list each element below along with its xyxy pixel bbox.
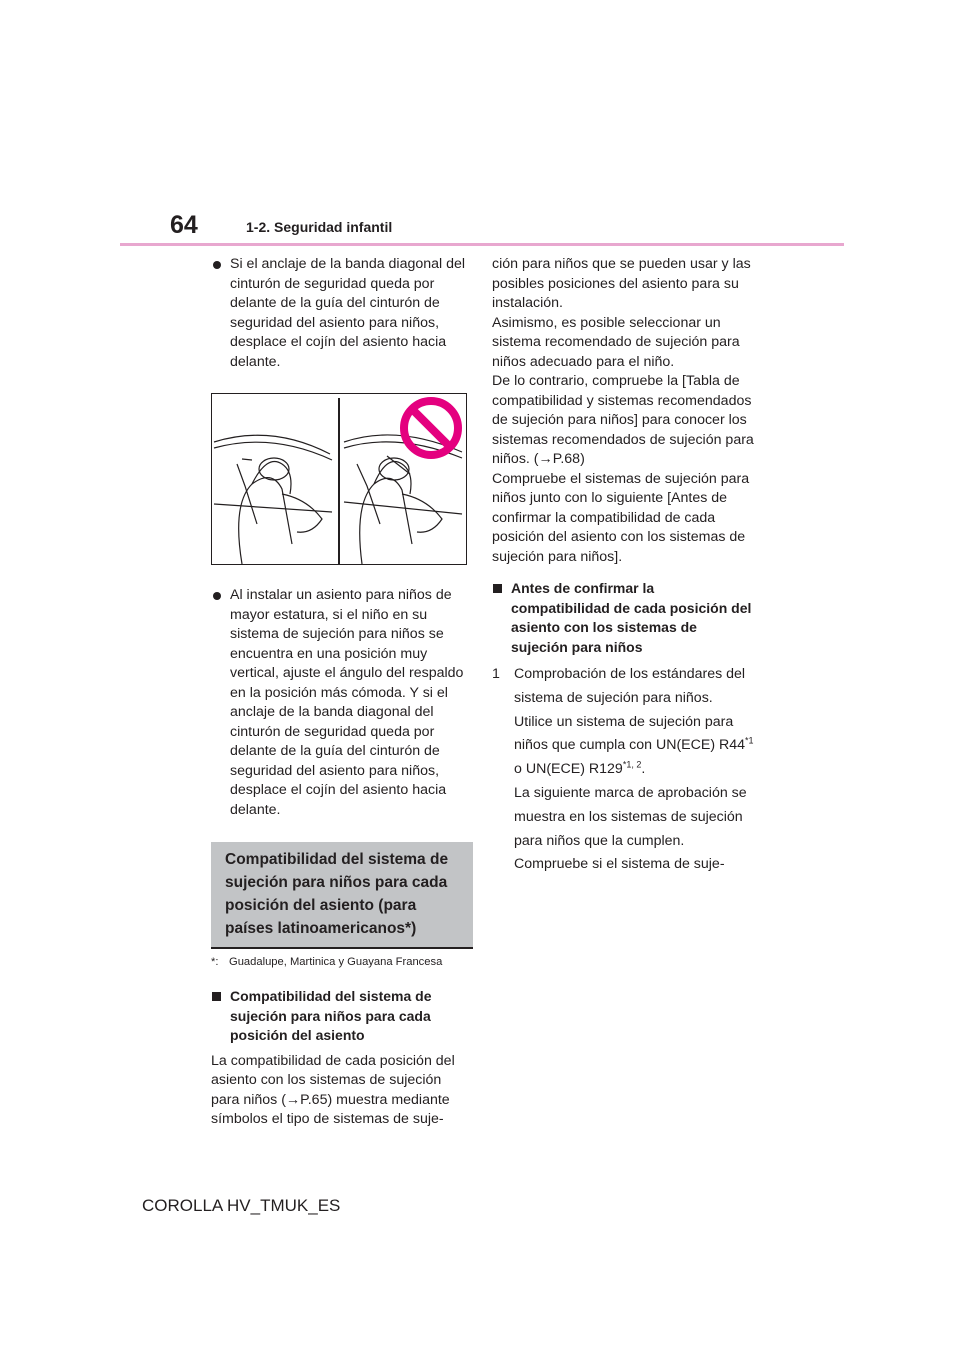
step-text	[514, 711, 754, 782]
bullet-item	[211, 255, 473, 372]
subheading	[492, 579, 754, 657]
subheading	[211, 987, 473, 1046]
left-column	[211, 255, 473, 1130]
footer-model-code: COROLLA HV_TMUK_ES	[142, 1196, 341, 1215]
bullet-item	[211, 586, 473, 820]
step-text-a: Utilice un sistema de sujeción para niños que cumpla con UN(ECE) R44	[514, 713, 746, 754]
footnote-text: Guadalupe, Martinica y Guayana Francesa	[229, 956, 443, 968]
illustration-drawing	[212, 394, 466, 564]
footnote-mark: *:	[211, 956, 219, 968]
footnote-ref: *1	[745, 735, 754, 746]
right-column	[492, 255, 754, 877]
prohibition-icon	[404, 401, 458, 455]
paragraph: ción para niños que se pueden usar y las posibles posiciones del asiento para su instalación.	[492, 256, 751, 311]
paragraph: La compatibilidad de cada posición del asiento con los sistemas de sujeción para niños (→P.65) muestra mediante símbolos el tipo de sistemas de suje-	[211, 1052, 455, 1127]
section-title: 1-2. Seguridad infantil	[246, 219, 393, 235]
step-text-c: .	[641, 761, 646, 778]
subheading-text: Compatibilidad del sistema de sujeción para niños para cada posición del asiento	[230, 988, 432, 1043]
square-bullet-icon	[493, 584, 502, 593]
subheading-text: Antes de confirmar la compatibilidad de cada posición del asiento con los sistemas de sujeción para niños	[511, 580, 752, 655]
step-text-b: o UN(ECE) R129	[514, 761, 623, 778]
step-number: 1	[492, 666, 500, 682]
paragraph: Compruebe el sistemas de sujeción para niños junto con lo siguiente [Antes de confirmar la compatibilidad de cada posición del asiento con los sistemas de sujeción para niños].	[492, 470, 750, 565]
step-item	[492, 663, 754, 877]
page-number: 64	[170, 211, 198, 239]
step-title: Comprobación de los estándares del sistema de sujeción para niños.	[514, 666, 746, 706]
square-bullet-icon	[212, 992, 221, 1001]
footnote-ref: *1, 2	[622, 759, 642, 770]
bullet-dot-icon	[213, 592, 221, 600]
bullet-text: Al instalar un asiento para niños de mayor estatura, si el niño en su sistema de sujeción para niños se encuentra en una posición muy vertical, ajuste el ángulo del respaldo en la posición más cómoda. Y si el anclaje de la banda diagonal del cinturón de seguridad queda por delante de la guía del cinturón de seguridad del asiento para niños, desplace el cojín del asiento hacia delante.	[230, 587, 464, 818]
footnote	[211, 953, 473, 971]
paragraph: Asimismo, es posible seleccionar un sistema recomendado de sujeción para niños adecuado para el niño.	[492, 314, 740, 370]
child-seat-illustration	[211, 393, 467, 565]
section-heading-box: Compatibilidad del sistema de sujeción para niños para cada posición del asiento (para países latinoamericanos*)	[211, 842, 473, 949]
bullet-dot-icon	[213, 261, 221, 269]
step-text-d: La siguiente marca de aprobación se muestra en los sistemas de sujeción para niños que la cumplen. Compruebe si el sistema de suje-	[514, 784, 747, 873]
bullet-text: Si el anclaje de la banda diagonal del cinturón de seguridad queda por delante de la guía del cinturón de seguridad del asiento para niños, desplace el cojín del asiento hacia delante.	[230, 256, 466, 370]
header-rule	[120, 243, 844, 246]
paragraph: De lo contrario, compruebe la [Tabla de compatibilidad y sistemas recomendados de sujeción para niños] para conocer los sistemas recomendados de sujeción para niños. (→P.68)	[492, 373, 754, 467]
